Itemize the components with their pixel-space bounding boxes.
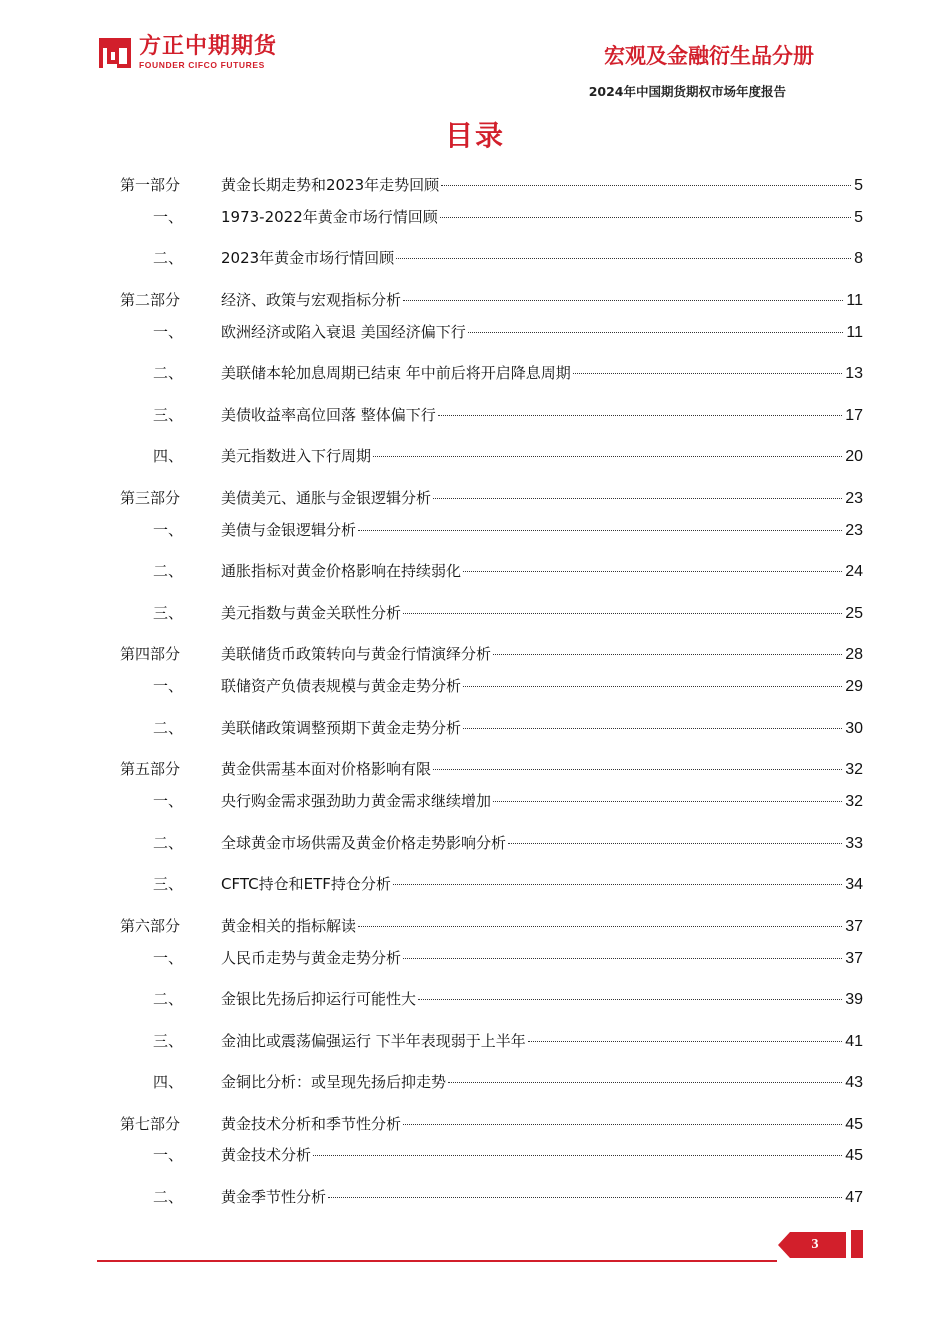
toc-dot-leader [403, 300, 843, 301]
toc-entry[interactable] [120, 247, 863, 269]
toc-entry-page: 11 [846, 292, 863, 309]
toc-entry[interactable] [120, 445, 863, 467]
toc-entry[interactable] [120, 289, 863, 311]
toc-entry-number: 第五部分 [120, 760, 181, 778]
toc-dot-leader [433, 498, 842, 499]
toc-entry-title[interactable]: 黄金供需基本面对价格影响有限 [221, 760, 432, 778]
toc-entry[interactable] [120, 758, 863, 780]
toc-entry-title[interactable]: 全球黄金市场供需及黄金价格走势影响分析 [221, 834, 507, 852]
toc-entry-number: 一、 [153, 677, 184, 695]
toc-entry-line [221, 915, 863, 938]
toc-entry[interactable] [120, 321, 863, 343]
toc-entry[interactable] [120, 832, 863, 854]
toc-entry-page: 23 [845, 490, 863, 507]
toc-entry-line [221, 247, 863, 270]
toc-entry-number: 二、 [153, 1188, 184, 1206]
toc-entry-line [221, 487, 863, 510]
toc-entry-page: 45 [845, 1116, 863, 1133]
toc-entry-title[interactable]: 金银比先扬后抑运行可能性大 [221, 990, 417, 1008]
toc-dot-leader [403, 1124, 842, 1125]
toc-entry-title[interactable]: 黄金季节性分析 [221, 1188, 327, 1206]
footer-rule [97, 1260, 777, 1262]
toc-entry-title[interactable]: 美债与金银逻辑分析 [221, 521, 357, 539]
toc-entry-title[interactable]: 人民币走势与黄金走势分析 [221, 949, 402, 967]
toc-entry-line [221, 174, 863, 197]
toc-entry-page: 37 [845, 918, 863, 935]
toc-entry-number: 三、 [153, 604, 184, 622]
toc-entry-number: 第一部分 [120, 176, 181, 194]
toc-entry[interactable] [120, 1113, 863, 1135]
toc-entry-page: 32 [845, 793, 863, 810]
toc-entry-page: 43 [845, 1074, 863, 1091]
toc-entry-title[interactable]: 美债收益率高位回落 整体偏下行 [221, 406, 436, 424]
toc-entry-line [221, 602, 863, 625]
page-number: 3 [811, 1237, 819, 1252]
toc-entry-title[interactable]: 美元指数进入下行周期 [221, 447, 372, 465]
toc-entry-number: 一、 [153, 949, 184, 967]
toc-entry-number: 一、 [153, 323, 184, 341]
toc-entry-page: 28 [845, 646, 863, 663]
toc-entry-title[interactable]: 黄金技术分析 [221, 1146, 312, 1164]
toc-entry-page: 24 [845, 563, 863, 580]
toc-entry-page: 17 [845, 407, 863, 424]
toc-entry-title[interactable]: 1973-2022年黄金市场行情回顾 [221, 208, 438, 226]
toc-entry-title[interactable]: 美债美元、通胀与金银逻辑分析 [221, 489, 432, 507]
toc-entry[interactable] [120, 790, 863, 812]
toc-dot-leader [508, 843, 842, 844]
toc-entry-number: 二、 [153, 990, 184, 1008]
toc-entry-line [221, 445, 863, 468]
toc-entry-line [221, 321, 863, 344]
toc-entry-number: 三、 [153, 875, 184, 893]
toc-entry[interactable] [120, 675, 863, 697]
toc-entry-number: 三、 [153, 1032, 184, 1050]
toc-entry-title[interactable]: 经济、政策与宏观指标分析 [221, 291, 402, 309]
toc-dot-leader [313, 1155, 842, 1156]
toc-entry-title[interactable]: 美联储本轮加息周期已结束 年中前后将开启降息周期 [221, 364, 571, 382]
toc-entry-line [221, 832, 863, 855]
toc-entry-number: 一、 [153, 1146, 184, 1164]
toc-entry-title[interactable]: 美元指数与黄金关联性分析 [221, 604, 402, 622]
toc-entry-page: 5 [854, 177, 863, 194]
toc-dot-leader [438, 415, 842, 416]
toc-entry-title[interactable]: 金铜比分析：或呈现先扬后抑走势 [221, 1073, 447, 1091]
toc-entry-title[interactable]: 欧洲经济或陷入衰退 美国经济偏下行 [221, 323, 466, 341]
toc-dot-leader [373, 456, 842, 457]
toc-entry-page: 30 [845, 720, 863, 737]
toc-entry[interactable] [120, 988, 863, 1010]
toc-entry[interactable] [120, 560, 863, 582]
toc-entry-line [221, 404, 863, 427]
toc-entry-number: 一、 [153, 208, 184, 226]
toc-entry-number: 第二部分 [120, 291, 181, 309]
toc-entry-number: 四、 [153, 1073, 184, 1091]
toc-entry-page: 20 [845, 448, 863, 465]
toc-entry-line [221, 988, 863, 1011]
toc-entry-number: 二、 [153, 719, 184, 737]
toc-entry[interactable] [120, 487, 863, 509]
toc-entry[interactable] [120, 1186, 863, 1208]
toc-entry[interactable] [120, 717, 863, 739]
logo-mark-icon [97, 34, 133, 72]
toc-entry[interactable] [120, 206, 863, 228]
toc-dot-leader [403, 613, 842, 614]
toc-entry-title[interactable]: 黄金长期走势和2023年走势回顾 [221, 176, 440, 194]
footer-accent-bar [851, 1230, 863, 1258]
toc-dot-leader [403, 958, 842, 959]
toc-dot-leader [441, 185, 851, 186]
toc-entry[interactable] [120, 947, 863, 969]
toc-entry-page: 11 [846, 324, 863, 341]
toc-dot-leader [358, 926, 842, 927]
toc-entry-page: 8 [854, 250, 863, 267]
toc-dot-leader [440, 217, 851, 218]
toc-entry-title[interactable]: 联储资产负债表规模与黄金走势分析 [221, 677, 462, 695]
toc-entry-page: 23 [845, 522, 863, 539]
series-title: 宏观及金融衍生品分册 [604, 44, 814, 68]
toc-entry[interactable] [120, 1071, 863, 1093]
toc-dot-leader [573, 373, 842, 374]
toc-entry-page: 45 [845, 1147, 863, 1164]
toc-dot-leader [463, 571, 842, 572]
toc-entry-line [221, 1186, 863, 1209]
toc-entry[interactable] [120, 602, 863, 624]
toc-entry-number: 二、 [153, 562, 184, 580]
toc-entry-number: 第七部分 [120, 1115, 181, 1133]
toc-entry-line [221, 1030, 863, 1053]
toc-entry-number: 四、 [153, 447, 184, 465]
toc-entry-line [221, 758, 863, 781]
toc-entry-title[interactable]: 金油比或震荡偏强运行 下半年表现弱于上半年 [221, 1032, 526, 1050]
toc-entry[interactable] [120, 1030, 863, 1052]
toc-entry-number: 二、 [153, 364, 184, 382]
toc-entry-title[interactable]: 黄金技术分析和季节性分析 [221, 1115, 402, 1133]
toc-entry-page: 33 [845, 835, 863, 852]
toc-entry[interactable] [120, 873, 863, 895]
toc-entry-line [221, 675, 863, 698]
toc-dot-leader [328, 1197, 842, 1198]
toc-entry[interactable] [120, 404, 863, 426]
toc-entry-page: 37 [845, 950, 863, 967]
toc-entry-number: 二、 [153, 249, 184, 267]
toc-entry-title[interactable]: 美联储政策调整预期下黄金走势分析 [221, 719, 462, 737]
toc-dot-leader [493, 801, 842, 802]
toc-dot-leader [493, 654, 842, 655]
toc-entry-page: 34 [845, 876, 863, 893]
toc-dot-leader [393, 884, 842, 885]
toc-entry-number: 第四部分 [120, 645, 181, 663]
toc-dot-leader [468, 332, 844, 333]
toc-entry-line [221, 519, 863, 542]
report-title: 2024年中国期货期权市场年度报告 [588, 84, 786, 99]
toc-entry-number: 第六部分 [120, 917, 181, 935]
toc-entry-number: 三、 [153, 406, 184, 424]
toc-entry-page: 29 [845, 678, 863, 695]
toc-entry-title[interactable]: 通胀指标对黄金价格影响在持续弱化 [221, 562, 462, 580]
toc-entry-title[interactable]: 2023年黄金市场行情回顾 [221, 249, 395, 267]
toc-entry[interactable] [120, 915, 863, 937]
toc-entry-line [221, 289, 863, 312]
toc-entry[interactable] [120, 643, 863, 665]
toc-entry-number: 第三部分 [120, 489, 181, 507]
toc-entry[interactable] [120, 362, 863, 384]
toc-entry-line [221, 643, 863, 666]
toc-entry-line [221, 1071, 863, 1094]
toc-entry-page: 5 [854, 209, 863, 226]
toc-entry-page: 47 [845, 1189, 863, 1206]
toc-dot-leader [418, 999, 842, 1000]
toc-entry-line [221, 873, 863, 896]
toc-entry-line [221, 947, 863, 970]
toc-entry[interactable] [120, 1144, 863, 1166]
toc-dot-leader [463, 686, 842, 687]
toc-entry-title[interactable]: 黄金相关的指标解读 [221, 917, 357, 935]
toc-entry-page: 39 [845, 991, 863, 1008]
page-title: 目录 [444, 119, 505, 152]
toc-dot-leader [448, 1082, 842, 1083]
toc-entry-page: 25 [845, 605, 863, 622]
toc-dot-leader [463, 728, 842, 729]
toc-entry-title[interactable]: 央行购金需求强劲助力黄金需求继续增加 [221, 792, 492, 810]
toc-entry-page: 32 [845, 761, 863, 778]
toc-entry[interactable] [120, 519, 863, 541]
toc-entry-number: 一、 [153, 521, 184, 539]
toc-entry-number: 二、 [153, 834, 184, 852]
logo-chinese-name: 方正中期期货 [139, 34, 278, 59]
toc-dot-leader [433, 769, 842, 770]
logo-english-name: FOUNDER CIFCO FUTURES [139, 60, 265, 70]
toc-entry[interactable] [120, 174, 863, 196]
toc-entry-number: 一、 [153, 792, 184, 810]
toc-entry-page: 41 [845, 1033, 863, 1050]
toc-dot-leader [396, 258, 851, 259]
toc-entry-line [221, 1113, 863, 1136]
toc-entry-title[interactable]: 美联储货币政策转向与黄金行情演绎分析 [221, 645, 492, 663]
toc-entry-title[interactable]: CFTC持仓和ETF持仓分析 [221, 875, 391, 893]
toc-dot-leader [358, 530, 842, 531]
toc-entry-line [221, 790, 863, 813]
toc-entry-line [221, 1144, 863, 1167]
toc-dot-leader [528, 1041, 842, 1042]
toc-entry-line [221, 560, 863, 583]
toc-entry-line [221, 206, 863, 229]
toc-entry-line [221, 717, 863, 740]
toc-entry-line [221, 362, 863, 385]
toc-entry-page: 13 [845, 365, 863, 382]
